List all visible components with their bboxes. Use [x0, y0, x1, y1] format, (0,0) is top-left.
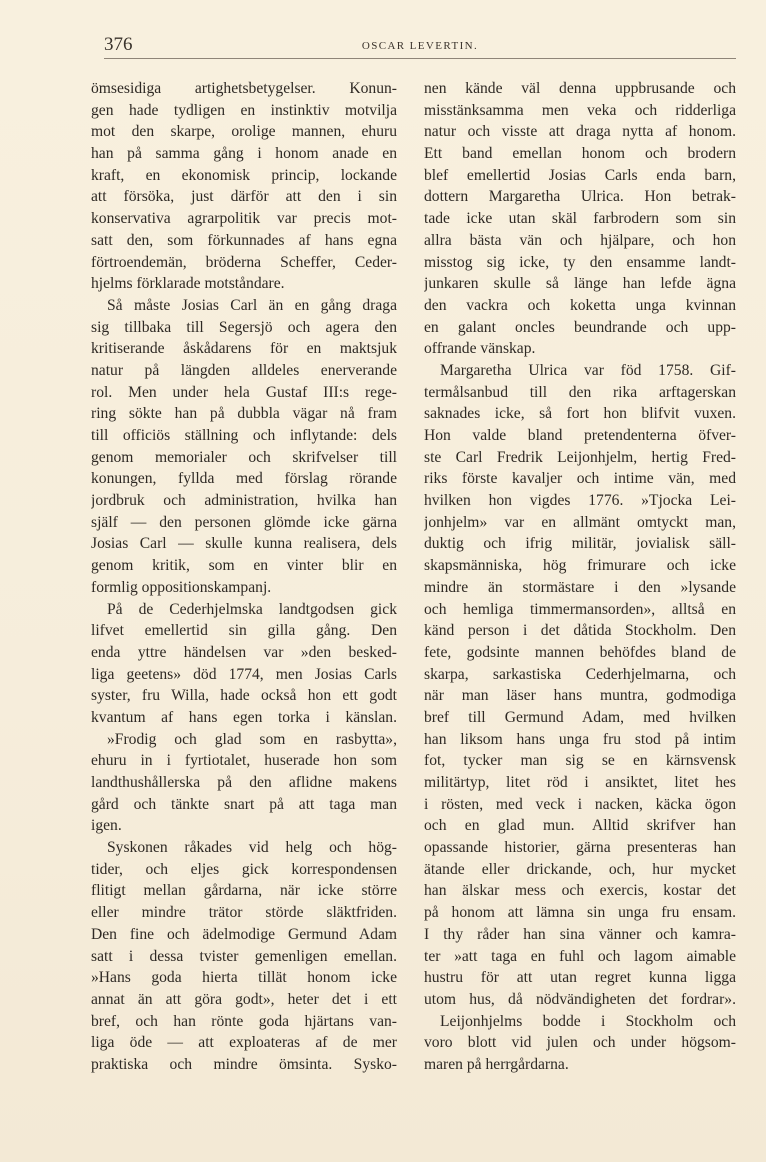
text-line: blef emellertid Josias Carls enda barn, [424, 166, 736, 184]
text-line: liga öde — att exploateras af de mer [91, 1034, 397, 1052]
text-line: opassande historier, gärna presenteras han [424, 839, 736, 857]
text-line: Josias Carl — skulle kunna realisera, dels [91, 535, 397, 553]
text-line: junkaren skulle så länge han lefde ägna [424, 275, 736, 293]
text-line: I thy råder han sina vänner och kamra- [424, 925, 736, 943]
text-line: satt den, som förkunnades af hans egna [91, 231, 397, 249]
text-line: och en glad mun. Alltid skrifver han [424, 817, 736, 835]
right-text-column [424, 78, 736, 1076]
text-line: kritiserande åskådarens för en maktsjuk [91, 340, 397, 358]
text-line: på honom att lämna sin unga fru ensam. [424, 904, 736, 922]
text-line: natur och visste att draga nytta af honom. [424, 123, 736, 141]
text-line: gård och tänkte snart på att taga man [91, 795, 397, 813]
text-line: tider, och eljes gick korrespondensen [91, 860, 397, 878]
text-line: hvilken hon vigdes 1776. »Tjocka Lei- [424, 492, 736, 510]
text-line: konservativa agrarpolitik var precis mot- [91, 210, 397, 228]
text-line: tade icke utan skäl farbrodern som sin [424, 210, 736, 228]
text-line: den vackra och koketta unga kvinnan [424, 296, 736, 314]
text-line: Margaretha Ulrica var föd 1758. Gif- [440, 361, 736, 379]
text-line: jonhjelm» var en allmänt omtyckt man, [424, 513, 736, 531]
text-line: genom kritik, som en vinter blir en [91, 557, 397, 575]
text-line: hjelms förklarade motståndare. [91, 275, 285, 293]
text-line: Syskonen råkades vid helg och hög- [107, 839, 397, 857]
text-line: dottern Margaretha Ulrica. Hon betrak- [424, 188, 736, 206]
text-line: sig tillbaka till Segersjö och agera den [91, 318, 397, 336]
text-line: fot, tycker man sig se en kärnsvensk [424, 752, 736, 770]
text-line: ter »att taga en fuhl och lagom aimable [424, 947, 736, 965]
text-line: ömsesidiga artighetsbetygelser. Konun- [91, 80, 397, 97]
text-line: mindre än stormästare i den »lysande [424, 578, 736, 596]
text-line: han liksom hans unga fru stod på intim [424, 730, 736, 748]
text-line: »Hans goda hierta tillät honom icke [91, 969, 397, 987]
text-line: själf — den personen glömde icke gärna [91, 513, 397, 531]
text-line: Så måste Josias Carl än en gång draga [107, 296, 397, 314]
text-line: enda yttre händelsen var »den besked- [91, 643, 397, 661]
text-line: kraft, en ekonomisk princip, lockande [91, 166, 397, 184]
text-line: flitigt mellan gårdarna, när icke större [91, 882, 397, 900]
text-line: riks förste kavaljer och intime vän, med [424, 470, 736, 488]
text-line: termålsanbud till den rika arftagerskan [424, 383, 736, 401]
text-line: satt i dessa tvister gemenligen emellan. [91, 947, 397, 965]
left-text-column [91, 78, 397, 1076]
text-line: lifvet emellertid sin gilla gång. Den [91, 622, 397, 640]
text-line: formlig oppositionskampanj. [91, 578, 272, 596]
text-line: skarpa, sarkastiska Cederhjelmarna, och [424, 665, 736, 683]
text-line: ste Carl Fredrik Leijonhjelm, hertig Fred- [424, 448, 736, 466]
text-line: hustru för att utan regret kunna ligga [424, 969, 736, 987]
text-line: maren på herrgårdarna. [424, 1055, 569, 1073]
text-line: Leijonhjelms bodde i Stockholm och [440, 1012, 736, 1030]
text-line: duktig och ifrig militär, jovialisk säll- [424, 535, 736, 553]
text-line: skapsmänniska, hög frimurare och icke [424, 557, 736, 575]
text-line: i rösten, med veck i nacken, käcka ögon [424, 795, 736, 813]
text-line: ätande eller drickande, och, hur mycket [424, 860, 736, 878]
text-line: igen. [91, 817, 122, 835]
text-line: På de Cederhjelmska landtgodsen gick [107, 600, 397, 618]
text-line: ehuru in i fyrtiotalet, huserade hon som [91, 752, 397, 770]
text-line: han älskar mess och exercis, kostar det [424, 882, 736, 900]
text-line: bref till Germund Adam, med hvilken [424, 708, 736, 726]
text-line: rol. Men under hela Gustaf III:s rege- [91, 383, 397, 401]
text-line: att försöka, just därför att den i sin [91, 188, 397, 206]
text-line: känd person i det dåtida Stockholm. Den [424, 622, 736, 640]
text-line: landthushållerska på den aflidne makens [91, 774, 397, 791]
text-line: Den fine och ädelmodige Germund Adam [91, 925, 397, 943]
text-line: allra bästa vän och hjälpare, och hon [424, 231, 736, 249]
text-line: praktiska och mindre ömsinta. Sysko- [91, 1055, 397, 1073]
text-line: voro blott vid julen och under högsom- [424, 1034, 736, 1052]
text-line: när man läser hans muntra, godmodiga [424, 687, 736, 705]
text-line: mot den skarpe, orolige mannen, ehuru [91, 123, 397, 141]
text-line: jordbruk och administration, hvilka han [91, 492, 397, 510]
text-line: misstänksamma men veka och ridderliga [424, 101, 736, 119]
text-line: bref, och han rönte goda hjärtans van- [91, 1012, 397, 1030]
text-line: offrande vänskap. [424, 340, 536, 358]
text-line: saknades icke, så fort hon blifvit vuxen. [424, 405, 736, 423]
text-line: eller mindre trätor störde släktfriden. [91, 904, 397, 922]
text-line: natur på längden alldeles enerverande [91, 361, 397, 379]
text-line: gen hade tydligen en instinktiv motvilja [91, 101, 397, 119]
text-line: förtroendemän, bröderna Scheffer, Ceder- [91, 253, 397, 271]
text-line: utom hus, då nödvändigheten det fordrar». [424, 990, 736, 1008]
text-line: konungen, fyllda med förslag rörande [91, 470, 397, 488]
text-line: Ett band emellan honom och brodern [424, 145, 736, 163]
text-line: liga geetens» död 1774, men Josias Carls [91, 665, 397, 683]
text-line: en galant oncles beundrande och upp- [424, 318, 736, 336]
text-line: ring sökte han på dubbla vägar nå fram [91, 405, 397, 423]
text-line: syster, fru Willa, hade också hon ett godt [91, 687, 397, 705]
text-line: nen kände väl denna uppbrusande och [424, 80, 736, 97]
text-line: Hon valde bland pretendenterna öfver- [424, 427, 736, 444]
text-line: misstog sig icke, ty den ensamme landt- [424, 253, 736, 271]
page-header [104, 34, 736, 59]
text-line: genom memorialer och skrifvelser till [91, 448, 397, 466]
text-line: och hemliga timmermansorden», alltså en [424, 600, 736, 618]
page-number: 376 [104, 34, 133, 55]
text-line: annat än att göra godt», heter det i ett [91, 990, 397, 1008]
text-line: han på samma gång i honom anade en [91, 145, 397, 163]
text-line: »Frodig och glad som en rasbytta», [107, 730, 397, 748]
text-line: kvantum af hans egen torka i känslan. [91, 708, 397, 726]
text-line: militärtyp, litet röd i ansiktet, litet hes [424, 774, 736, 791]
text-line: till officiös ställning och inflytande: dels [91, 427, 397, 444]
running-title: OSCAR LEVERTIN. [361, 40, 479, 52]
text-line: fete, godsinte mannen behöfdes bland de [424, 643, 736, 661]
